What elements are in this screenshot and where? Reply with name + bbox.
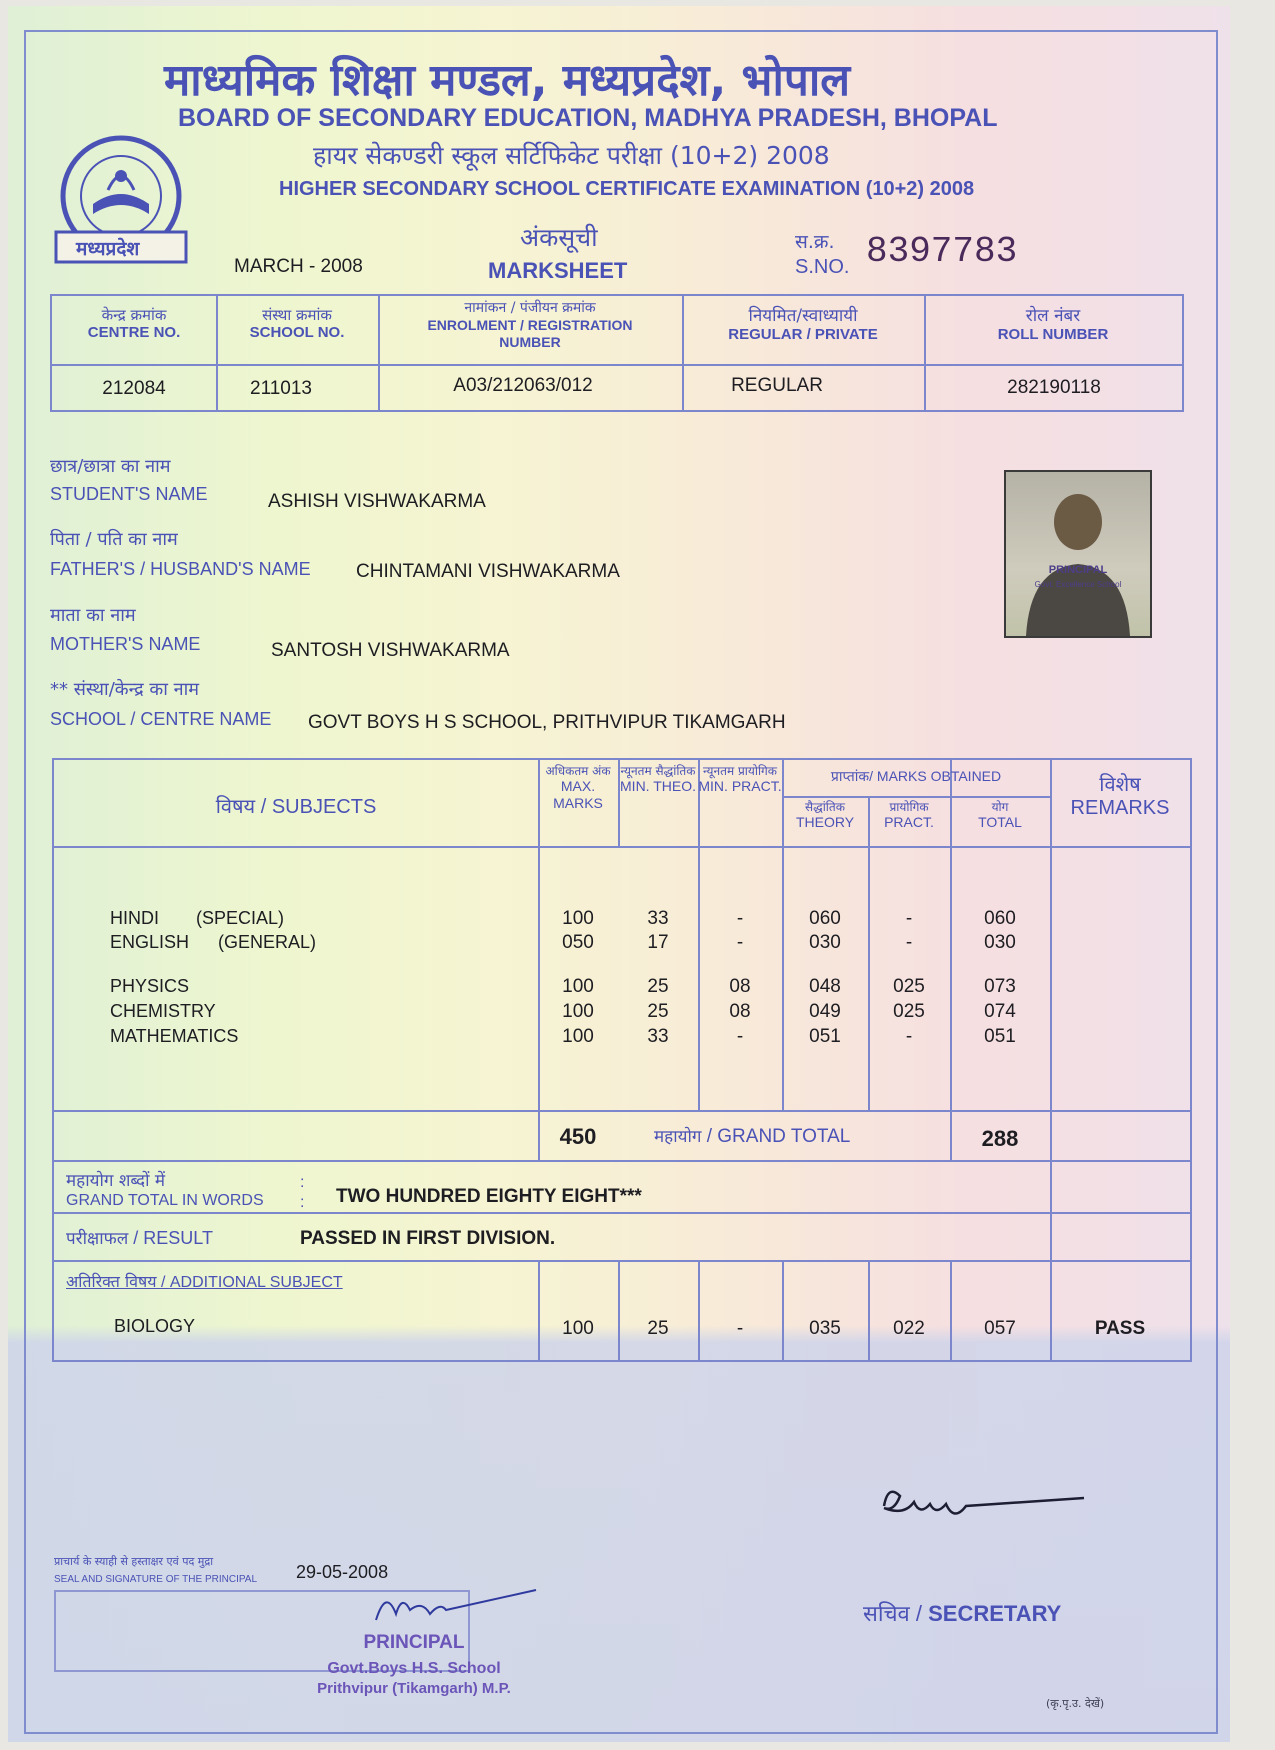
hindi-board-title: माध्यमिक शिक्षा मण्डल, मध्यप्रदेश, भोपाल (164, 55, 851, 106)
grand-total-words-hindi: महायोग शब्दों में (66, 1171, 166, 1191)
school-name-hindi: ** संस्था/केन्द्र का नाम (50, 679, 200, 700)
regular-private-header: नियमित/स्वाध्यायी REGULAR / PRIVATE (728, 306, 878, 344)
english-exam-title: HIGHER SECONDARY SCHOOL CERTIFICATE EXAMINATION (10+2) 2008 (279, 178, 975, 200)
emblem-caption: मध्यप्रदेश (76, 239, 140, 260)
principal-stamp-line2: Govt.Boys H.S. School (327, 1660, 501, 1677)
school-no-value: 211013 (250, 378, 312, 399)
secretary-signature-icon (874, 1476, 1104, 1536)
min-theory-header: न्यूनतम सैद्धांतिक MIN. THEO. (620, 764, 696, 795)
grand-total-words-label: GRAND TOTAL IN WORDS (66, 1192, 264, 1209)
roll-number-value: 282190118 (1007, 377, 1101, 398)
please-turn-over: (कृ.पृ.उ. देखें) (1046, 1697, 1105, 1710)
result-value: PASSED IN FIRST DIVISION. (300, 1228, 556, 1249)
result-label: परीक्षाफल / RESULT (66, 1228, 213, 1249)
enrolment-header: नामांकन / पंजीयन क्रमांक ENROLMENT / REGISTRATION NUMBER (427, 300, 633, 350)
marks-obtained-header: प्राप्तांक/ MARKS OBTAINED (830, 768, 1002, 785)
secretary-label: सचिव / SECRETARY (863, 1601, 1062, 1627)
practical-header: प्रायोगिक PRACT. (884, 800, 934, 831)
school-name-value: GOVT BOYS H S SCHOOL, PRITHVIPUR TIKAMGARH (308, 712, 786, 733)
principal-signature-icon (366, 1580, 586, 1640)
centre-no-header: केन्द्र क्रमांक CENTRE NO. (87, 306, 181, 341)
marksheet-hindi: अंकसूची (520, 223, 598, 252)
mother-name-label: MOTHER'S NAME (50, 634, 201, 654)
serial-label: S.NO. (795, 256, 850, 278)
father-name-value: CHINTAMANI VISHWAKARMA (356, 561, 620, 582)
principal-signature-hindi: प्राचार्य के स्याही से हस्ताक्षर एवं पद मुद्रा (54, 1555, 214, 1568)
person-icon (1006, 472, 1150, 636)
student-name-label: STUDENT'S NAME (50, 484, 208, 504)
max-marks-total: 450 (559, 1124, 597, 1149)
board-emblem (48, 132, 194, 274)
grand-total-words-value: TWO HUNDRED EIGHTY EIGHT*** (336, 1186, 642, 1207)
total-header: योग TOTAL (978, 800, 1022, 831)
grand-total-value: 288 (981, 1126, 1019, 1151)
marksheet-english: MARKSHEET (488, 258, 628, 283)
remarks-header: विशेष REMARKS (1070, 772, 1170, 819)
principal-signature-label: SEAL AND SIGNATURE OF THE PRINCIPAL (54, 1574, 258, 1585)
serial-hindi: स.क्र. (795, 231, 835, 253)
centre-no-value: 212084 (102, 378, 166, 399)
marks-table: विषय / SUBJECTS अधिकतम अंक MAX. MARKS न्यूनतम सैद्धांतिक MIN. THEO. न्यूनतम प्रायोगिक MIN. PRACT. प्राप्तांक/ MARKS OBTAINED सैद्धांतिक THEORY प्रायोगिक PRACT. योग TOTAL विशेष REMARKS HINDI (SPECIAL) 100 33 - 060 - 060 ENGLISH (GENERAL) 050 17 - 030 - 030 PHYSICS 100 25 08 048 025 073 CHEMISTRY 100 25 08 049 025 074 MATHEMATICS 100 33 - 051 - 051 450 महायोग / GRAND TOTAL 288 महायोग शब्दों में GRAND TOTAL IN WORDS : : TWO HUNDRED EIGHTY EIGHT*** परीक्षाफल / RESULT PASSED IN FIRST DIVISION. अतिरिक्त विषय / ADDITIONAL SUBJECT BIOLOGY 100 25 - 035 022 057 PASS (52, 758, 1192, 1362)
mother-name-value: SANTOSH VISHWAKARMA (271, 640, 510, 661)
max-marks-header: अधिकतम अंक MAX. MARKS (545, 764, 611, 812)
theory-header: सैद्धांतिक THEORY (795, 800, 855, 831)
english-board-title: BOARD OF SECONDARY EDUCATION, MADHYA PRADESH, BHOPAL (178, 104, 998, 132)
serial-number: 8397783 (866, 231, 1018, 272)
marksheet-document (8, 6, 1230, 1742)
enrolment-value: A03/212063/012 (453, 375, 593, 396)
school-name-label: SCHOOL / CENTRE NAME (50, 709, 272, 729)
grand-total-label: महायोग / GRAND TOTAL (654, 1126, 851, 1147)
photo-stamp-line2: Govt. Excellence School (1034, 580, 1122, 589)
principal-stamp-line1: PRINCIPAL (363, 1632, 465, 1653)
father-name-hindi: पिता / पति का नाम (50, 529, 178, 550)
regular-private-value: REGULAR (731, 375, 823, 396)
exam-session: MARCH - 2008 (234, 256, 363, 277)
hindi-exam-title: हायर सेकण्डरी स्कूल सर्टिफिकेट परीक्षा (10+2) 2008 (313, 141, 830, 170)
student-name-hindi: छात्र/छात्रा का नाम (50, 456, 171, 477)
min-practical-header: न्यूनतम प्रायोगिक MIN. PRACT. (698, 764, 782, 795)
student-name-value: ASHISH VISHWAKARMA (268, 491, 486, 512)
student-photo (1004, 470, 1152, 638)
photo-stamp-line1: PRINCIPAL (1048, 564, 1108, 576)
issue-date: 29-05-2008 (296, 1562, 389, 1582)
principal-stamp-line3: Prithvipur (Tikamgarh) M.P. (317, 1680, 511, 1697)
father-name-label: FATHER'S / HUSBAND'S NAME (50, 559, 311, 579)
mother-name-hindi: माता का नाम (50, 605, 136, 626)
identification-table (50, 294, 1184, 412)
school-no-header: संस्था क्रमांक SCHOOL NO. (249, 306, 345, 341)
roll-number-header: रोल नंबर ROLL NUMBER (997, 306, 1109, 344)
additional-subject-label: अतिरिक्त विषय / ADDITIONAL SUBJECT (66, 1272, 343, 1291)
principal-stamp (264, 1632, 564, 1697)
subjects-header: विषय / SUBJECTS (215, 794, 377, 818)
